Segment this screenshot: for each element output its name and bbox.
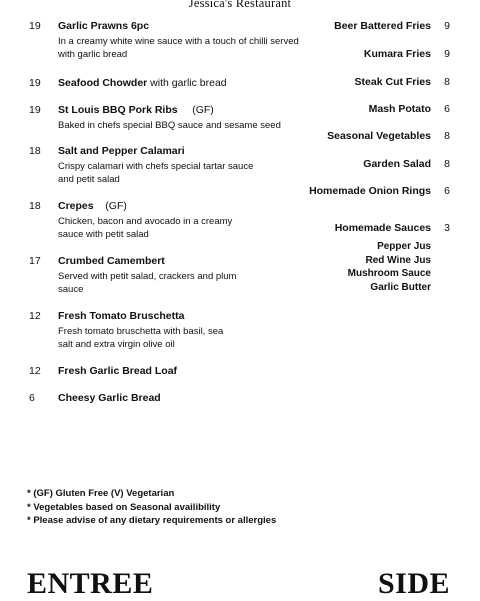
- entree-tag: (GF): [192, 104, 214, 116]
- menu-notes: [27, 487, 276, 528]
- entree-tag: (GF): [105, 200, 127, 212]
- entree-description: In a creamy white wine sauce with a touch of chilli served with garlic bread: [58, 36, 299, 60]
- entree-price: 19: [29, 104, 41, 116]
- side-name: Mash Potato: [368, 103, 431, 115]
- side-item: [290, 76, 460, 92]
- entree-name: Garlic Prawns 6pc: [58, 20, 150, 32]
- side-name: Homemade Onion Rings: [309, 185, 431, 197]
- section-title-side: SIDE: [377, 567, 450, 600]
- sauce-item: Red Wine Jus: [365, 254, 431, 266]
- side-price: 8: [444, 130, 450, 142]
- side-price: 6: [444, 185, 450, 197]
- entree-name: Crepes (GF): [58, 200, 127, 212]
- entree-name: Salt and Pepper Calamari: [58, 145, 185, 157]
- side-price: 9: [444, 20, 450, 32]
- side-item: [290, 48, 460, 64]
- side-item: [290, 185, 460, 201]
- side-name: Steak Cut Fries: [354, 76, 431, 88]
- sauce-list: [348, 240, 431, 294]
- entree-price: 6: [29, 392, 35, 404]
- entree-price: 17: [29, 255, 41, 267]
- side-item: [290, 20, 460, 36]
- side-price: 8: [444, 158, 450, 170]
- menu-note: * (GF) Gluten Free (V) Vegetarian: [27, 488, 175, 499]
- entree-name: Crumbed Camembert: [58, 255, 165, 267]
- entree-description: Served with petit salad, crackers and plum sauce: [58, 271, 237, 295]
- restaurant-name: Jessica's Restaurant: [188, 0, 292, 10]
- side-name: Garden Salad: [363, 158, 431, 170]
- side-price: 9: [444, 48, 450, 60]
- side-price: 8: [444, 76, 450, 88]
- sauce-item: Pepper Jus: [377, 241, 431, 252]
- entree-price: 19: [29, 20, 41, 32]
- entree-name: Cheesy Garlic Bread: [58, 392, 161, 404]
- entree-description: Chicken, bacon and avocado in a creamy sauce with petit salad: [58, 216, 233, 240]
- side-price: 3: [444, 222, 450, 234]
- side-name: Beer Battered Fries: [334, 20, 431, 32]
- side-name: Seasonal Vegetables: [327, 130, 431, 142]
- entree-name: St Louis BBQ Pork Ribs (GF): [58, 104, 214, 116]
- side-name: Kumara Fries: [363, 48, 431, 60]
- entree-name: Fresh Tomato Bruschetta: [58, 310, 185, 322]
- entree-price: 12: [29, 365, 41, 377]
- entree-name: Fresh Garlic Bread Loaf: [58, 365, 178, 377]
- entree-price: 18: [29, 200, 41, 212]
- sauce-item: Mushroom Sauce: [347, 268, 431, 279]
- entree-name: Seafood Chowder with garlic bread: [58, 77, 227, 89]
- sauce-item: Garlic Butter: [370, 281, 431, 293]
- entree-description: Crispy calamari with chefs special tartar sauce and petit salad: [58, 161, 254, 185]
- entree-name-extra: with garlic bread: [147, 77, 227, 89]
- side-item: [290, 222, 460, 238]
- entree-price: 18: [29, 145, 41, 157]
- menu-note: * Vegetables based on Seasonal availibility: [27, 501, 221, 513]
- entree-price: 12: [29, 310, 41, 322]
- side-name: Homemade Sauces: [334, 222, 431, 234]
- menu-note: * Please advise of any dietary requirements or allergies: [27, 515, 277, 526]
- entree-description: Fresh tomato bruschetta with basil, sea salt and extra virgin olive oil: [58, 326, 224, 350]
- entree-description: Baked in chefs special BBQ sauce and sesame seed: [58, 120, 281, 131]
- section-title-entree: ENTREE: [27, 567, 154, 600]
- side-item: [290, 130, 460, 146]
- entree-price: 19: [29, 77, 41, 89]
- side-item: [290, 158, 460, 174]
- side-price: 6: [444, 103, 450, 115]
- side-item: [290, 103, 460, 119]
